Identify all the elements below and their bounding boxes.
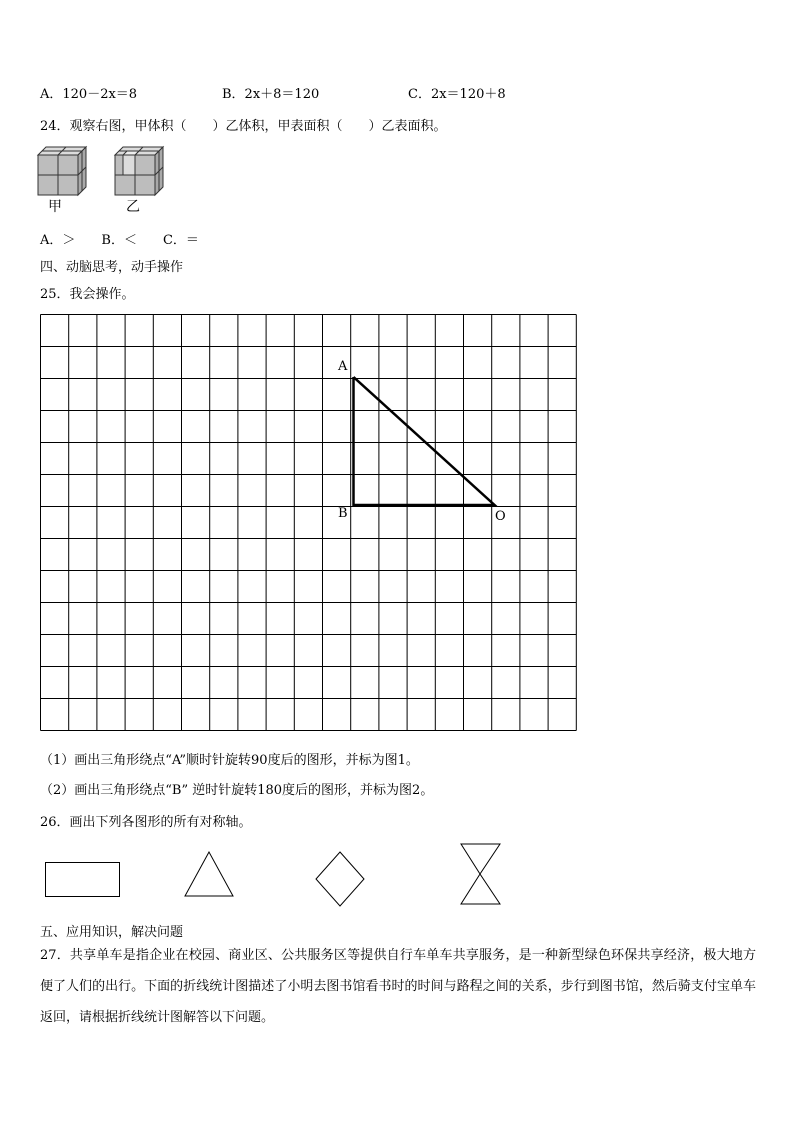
- point-a-label: A: [338, 359, 348, 374]
- section-4-title: 四、动脑思考，动手操作: [40, 260, 184, 275]
- q25-question: 25．我会操作。: [40, 287, 135, 302]
- label-jia: 甲: [48, 199, 62, 215]
- q24-question: 24．观察右图，甲体积（ ）乙体积，甲表面积（ ）乙表面积。: [40, 119, 447, 134]
- q23-option-c: C．2x＝120＋8: [408, 87, 506, 102]
- q27-question: 27．共享单车是指企业在校园、商业区、公共服务区等提供自行车单车共享服务，是一种新型绿色环保共享经济，极大地方便了人们的出行。下面的折线统计图描述了小明去图书馆看书时的时间与路程之间的关系，步行到图书馆，然后骑支付宝单车返回，请根据折线统计图解答以下问题。: [40, 948, 756, 1025]
- symmetry-shapes: [0, 840, 794, 912]
- cube-figure-jia: [36, 145, 88, 197]
- q23-option-a: A．120－2x＝8: [40, 87, 138, 102]
- cube-figure-yi: [113, 145, 165, 197]
- point-o-label: O: [495, 509, 506, 524]
- q24-options: A．＞ B．＜ C．＝: [40, 233, 199, 248]
- q26-question: 26．画出下列各图形的所有对称轴。: [40, 815, 252, 830]
- section-5-title: 五、应用知识，解决问题: [40, 925, 184, 940]
- rectangle-shape: [46, 863, 120, 897]
- q23-option-b: B．2x＋8＝120: [222, 87, 320, 102]
- triangle-shape: [185, 852, 233, 896]
- triangle-abo: [354, 377, 495, 505]
- rhombus-shape: [316, 852, 364, 906]
- point-b-label: B: [338, 506, 348, 521]
- label-yi: 乙: [126, 199, 140, 215]
- q25-sub2: （2）画出三角形绕点“B” 逆时针旋转180度后的图形，并标为图2。: [40, 783, 434, 798]
- hourglass-shape: [461, 844, 500, 904]
- q25-sub1: （1）画出三角形绕点“A”顺时针旋转90度后的图形，并标为图1。: [40, 753, 419, 768]
